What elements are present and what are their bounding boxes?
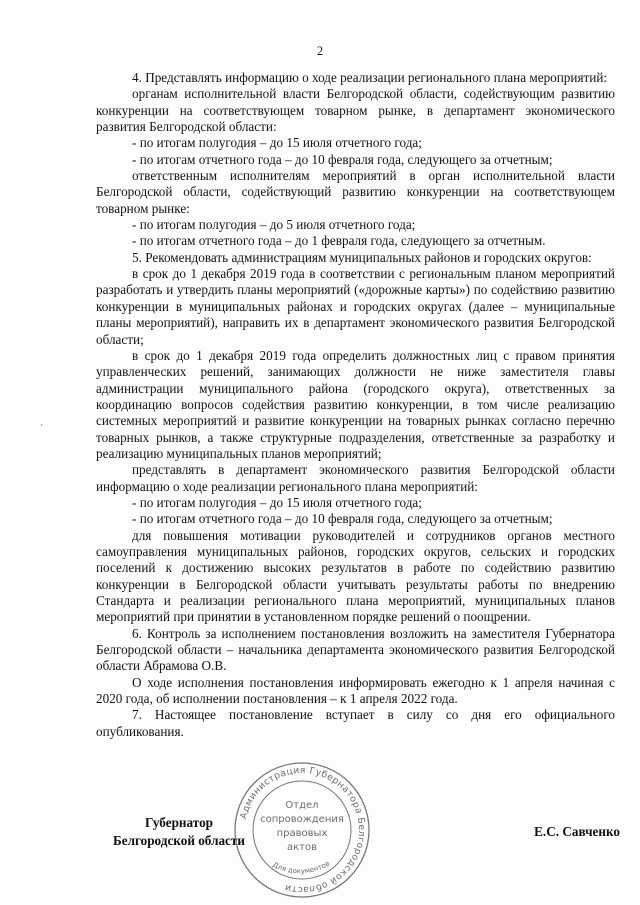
document-body	[96, 70, 615, 740]
list-item-paragraph: - по итогам полугодия – до 15 июля отчетного года;	[132, 135, 422, 151]
body-paragraph: в срок до 1 декабря 2019 года в соответствии с региональным планом мероприятий разработать и утвердить планы мероприятий («дорожные карты») по содействию развитию конкуренции в муниципальных районах и городских округах (далее – муниципальные планы мероприятий), направить их в департамент экономического развития Белгородской области;	[96, 266, 615, 347]
list-item-paragraph: - по итогам отчетного года – до 10 февраля года, следующего за отчетным;	[132, 511, 553, 527]
page-number: 2	[316, 44, 324, 58]
scan-mark: ˋ	[40, 424, 44, 435]
list-item-paragraph: - по итогам полугодия – до 15 июля отчетного года;	[132, 494, 422, 510]
body-paragraph: для повышения мотивации руководителей и сотрудников органов местного самоуправления муниципальных районов, городских округов, сельских и городских поселений к достижению высоких результатов в работе по содействию развитию конкуренции в Белгородской области учитывать результаты работы по внедрению Стандарта и реализации регионального плана мероприятий, муниципальных планов мероприятий при принятии в установленном порядке решений о поощрении.	[96, 527, 615, 625]
body-paragraph: 7. Настоящее постановление вступает в силу со дня его официального опубликования.	[96, 707, 615, 739]
body-paragraph: ответственным исполнителям мероприятий в орган исполнительной власти Белгородской области, содействующий развитию конкуренции на соответствующем товарном рынке:	[96, 168, 615, 216]
list-item-paragraph: - по итогам отчетного года – до 1 февраля года, следующего за отчетным.	[132, 233, 546, 249]
stamp-ring-text: Администрация Губернатора Белгородской области	[238, 764, 368, 896]
list-item-paragraph: - по итогам полугодия – до 5 июля отчетного года;	[132, 217, 416, 233]
list-item-paragraph: - по итогам отчетного года – до 10 февраля года, следующего за отчетным;	[132, 151, 553, 167]
stamp-bottom-text: Для документов	[271, 859, 332, 876]
body-paragraph: представлять в департамент экономического развития Белгородской области информацию о ходе реализации регионального плана мероприятий:	[96, 462, 615, 494]
stamp-line-3: правовых	[276, 828, 328, 839]
body-paragraph: в срок до 1 декабря 2019 года определить должностных лиц с правом принятия управленческих решений, занимающих должности не ниже заместителя главы администрации муниципального района (городского округа), ответственных за координацию вопросов содействия развитию конкуренции, в том числе реализацию системных мероприятий и развитие конкуренции на товарных рынках согласно перечню товарных рынков, а также структурные подразделения, ответственные за разработку и реализацию муниципальных планов мероприятий;	[96, 347, 615, 461]
stamp-line-1: Отдел	[285, 800, 319, 811]
signatory-title-line2: Белгородской области	[113, 833, 245, 848]
body-paragraph: О ходе исполнения постановления информировать ежегодно к 1 апреля начиная с 2020 года, об исполнении постановления – к 1 апреля 2022 года.	[96, 674, 615, 707]
stamp-line-4: актов	[286, 842, 318, 853]
body-paragraph: органам исполнительной власти Белгородской области, содействующим развитию конкуренции на соответствующем товарном рынке, в департамент экономического развития Белгородской области:	[96, 86, 615, 135]
signatory-name: Е.С. Савченко	[534, 824, 620, 839]
body-paragraph: 4. Представлять информацию о ходе реализации регионального плана мероприятий:	[132, 70, 608, 85]
body-paragraph: 6. Контроль за исполнением постановления возложить на заместителя Губернатора Белгородской области – начальника департамента экономического развития Белгородской области Абрамова О.В.	[96, 625, 615, 674]
body-paragraph: 5. Рекомендовать администрациям муниципальных районов и городских округов:	[132, 249, 592, 265]
official-stamp	[232, 760, 372, 900]
stamp-line-2: сопровождения	[260, 814, 344, 825]
signatory-title-line1: Губернатор	[145, 815, 213, 830]
